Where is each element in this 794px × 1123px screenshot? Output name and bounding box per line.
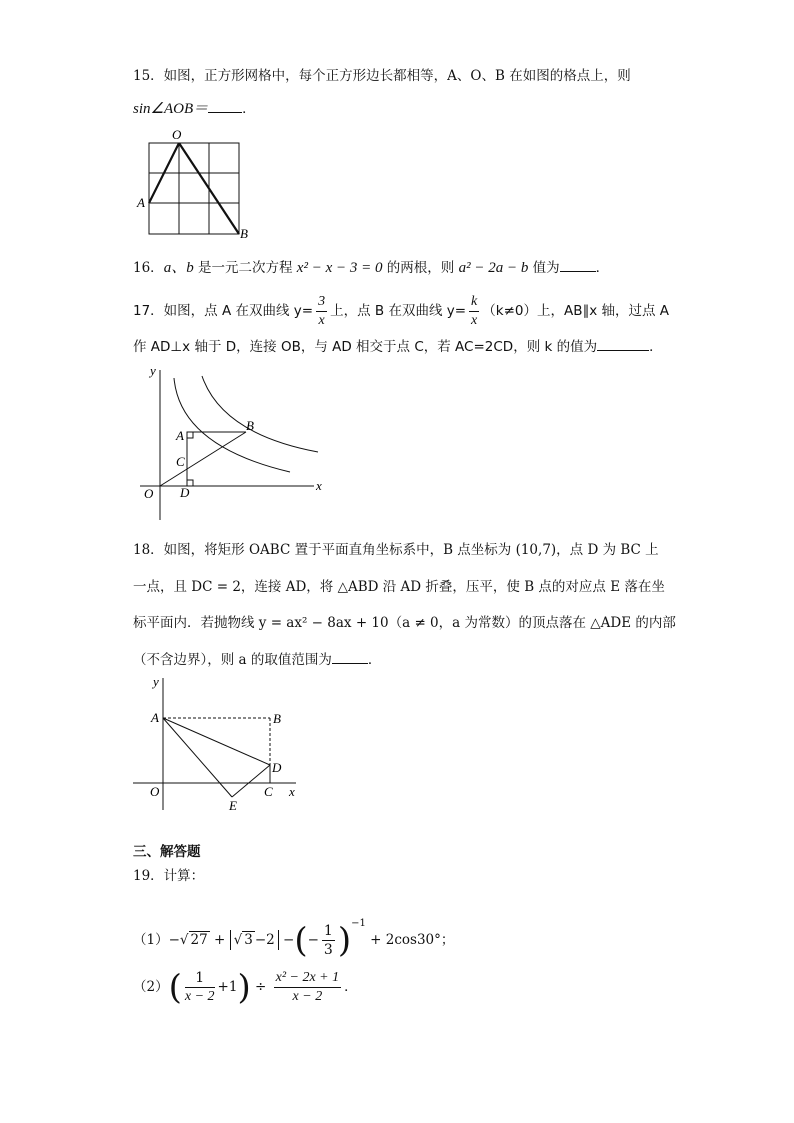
q17-fraction-kx: $\frac{k}{x}$: [471, 294, 478, 328]
q15-label-b: B: [240, 226, 248, 241]
q15-angle-lines: [149, 143, 239, 234]
q18-line4: （不含边界），则 a 的取值范围为 ．: [133, 652, 382, 668]
q19-fraction-quadratic: $\frac{\text{x² − 2x + 1}}{x - 2}$: [275, 970, 340, 1004]
q18-line2: 一点，且 DC = 2，连接 AD，将 △ABD 沿 AD 折叠，压平，使 B 点的对应点 E 落在坐: [133, 579, 665, 595]
q17-label-x: x: [316, 478, 322, 493]
q16-answer-blank: [560, 258, 596, 272]
q17-label-d: D: [180, 485, 190, 500]
q17-fraction-3x: $\frac{3}{x}$: [318, 294, 326, 328]
q15-grid: [149, 143, 239, 234]
q18-label-d: D: [272, 760, 282, 775]
q19-fraction-1-over-x2: $\frac{1}{x - 2}$: [184, 970, 215, 1004]
q19-absolute-value: √ 3 −2: [230, 930, 279, 950]
q18-label-o: O: [150, 784, 160, 799]
q19-part2: （2）( $\frac{1}{x - 2}$ +1) ÷ $\frac{\text{x² − 2x + 1}}{x - 2}$ ．: [133, 967, 358, 1008]
q17-label-c: C: [176, 454, 185, 469]
q17-label-a: A: [176, 428, 184, 443]
q18-label-x: x: [289, 784, 295, 799]
q17-label-y: y: [150, 363, 156, 378]
q17-line1: 17．如图，点 A 在双曲线 y= $\frac{3}{x}$ 上，点 B 在双曲线 y= $\frac{k}{x}$ （k≠0）上，AB∥x 轴，过点 A: [133, 294, 670, 328]
q19-fraction-one-third: $\frac{1}{3}$: [323, 923, 333, 958]
q16-line: 16．a、b 是一元二次方程 x² − x − 3 = 0 的两根，则 a² − 2a − b 值为 ．: [133, 260, 610, 276]
q18-line3: 标平面内．若抛物线 y = ax² − 8ax + 10（a ≠ 0，a 为常数）的顶点落在 △ADE 的内部: [133, 615, 676, 631]
q15-answer-blank: [208, 99, 242, 113]
q17-answer-blank: [597, 337, 649, 351]
q17-hyperbola-inner: [174, 378, 290, 472]
q15-line1: 15．如图，正方形网格中，每个正方形边长都相等，A、O、B 在如图的格点上，则: [133, 68, 631, 84]
q18-segment-ed: [232, 765, 270, 797]
q15-label-o: O: [172, 127, 182, 142]
section-title: 三、解答题: [133, 844, 201, 860]
q17-label-o: O: [144, 486, 154, 501]
q15-line2: sin∠AOB＝ ．: [133, 101, 256, 117]
q17-line2: 作 AD⊥x 轴于 D，连接 OB，与 AD 相交于点 C，若 AC=2CD，则 k 的值为 ．: [133, 339, 663, 355]
q17-right-angle-d: [187, 480, 193, 486]
q18-label-a: A: [151, 710, 159, 725]
q18-segment-ae: [163, 718, 232, 797]
q19-title: 19．计算：: [133, 868, 205, 884]
q15-label-a: A: [137, 195, 145, 210]
q17-hyperbola-outer: [202, 376, 318, 452]
q17-segment-ob: [160, 432, 246, 486]
q18-label-c: C: [264, 784, 273, 799]
q18-answer-blank: [332, 650, 368, 664]
q19-part1: （1）−√ 27 + √ 3 −2 −(− $\frac{1}{3}$ )$^{-1}$ + 2cos30°；: [133, 918, 455, 961]
q18-label-e: E: [229, 798, 237, 813]
q17-right-angle-a: [187, 432, 193, 438]
q18-segment-ad: [163, 718, 270, 765]
q18-line1: 18．如图，将矩形 OABC 置于平面直角坐标系中，B 点坐标为 (10,7)，点 D 为 BC 上: [133, 542, 659, 558]
q17-label-b: B: [246, 418, 254, 433]
q18-label-y: y: [153, 674, 159, 689]
q18-label-b: B: [273, 711, 281, 726]
